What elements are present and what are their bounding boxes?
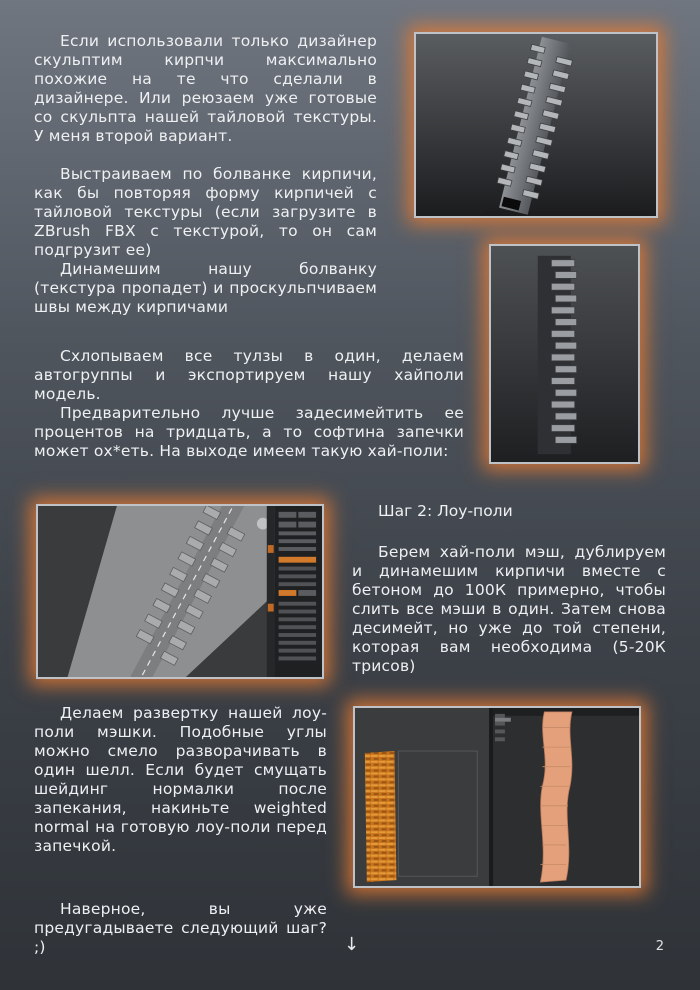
paragraph-7: Делаем развертку нашей лоу-поли мэшки. Подобные углы можно смело разворачивать в один шелл. Если будет смущать шейдинг нормалки после запекания, накиньте weighted normal на готовую лоу-поли перед запечкой. <box>34 704 327 855</box>
closing-text-block <box>34 900 327 957</box>
paragraph-1: Если использовали только дизайнер скульптим кирпчи максимально похожие на те что сделали в дизайнере. Или реюзаем уже готовые со скульпта нашей тайловой текстуры. У меня второй вариант. <box>34 32 377 145</box>
page-number: 2 <box>655 939 664 954</box>
export-text-block <box>34 347 464 461</box>
paragraph-6: Берем хай-поли мэш, дублируем и динамешим кирпичи вместе с бетоном до 100К примерно, чтобы слить все мэши в один. Затем снова десимейт, но уже до той степени, которая вам необходима (5-20К трисов) <box>352 543 666 675</box>
down-arrow-icon: ↓ <box>344 934 360 955</box>
uv-unwrap-screenshot <box>353 706 641 888</box>
uv-text-block <box>34 704 327 856</box>
paragraph-4: Схлопываем все тулзы в один, делаем автогруппы и экспортируем нашу хайполи модель. <box>34 347 464 403</box>
highpoly-column-render-1 <box>414 32 658 218</box>
highpoly-column-render-2 <box>489 244 640 464</box>
paragraph-2: Выстраиваем по болванке кирпичи, как бы повторяя форму кирпичей с тайловой текстуры (если загрузите в ZBrush FBX с текстурой, то он сам подгрузит ее) <box>34 165 377 259</box>
intro-text-block <box>34 32 377 317</box>
paragraph-3: Динамешим нашу болванку (текстура пропадет) и проскульпчиваем швы между кирпичами <box>34 260 377 316</box>
lowpoly-text-block <box>352 543 666 676</box>
paragraph-5: Предварительно лучше задесимейтить ее процентов на тридцать, а то софтина запечки может ох*еть. На выходе имеем такую хай-поли: <box>34 404 464 460</box>
step-2-heading: Шаг 2: Лоу-поли <box>378 502 513 520</box>
paragraph-8: Наверное, вы уже предугадываете следующий шаг? ;) <box>34 900 327 956</box>
zbrush-viewport-screenshot <box>36 504 324 679</box>
